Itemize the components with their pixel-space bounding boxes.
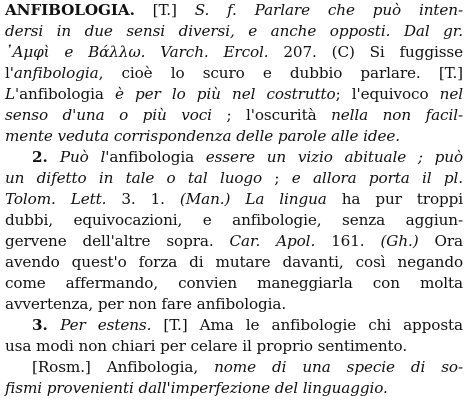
text-segment: l'	[5, 64, 14, 82]
text-segment: [T.] Ama le anfibologie chi apposta	[151, 316, 464, 334]
text-segment: e allora porta il pl.	[291, 169, 463, 187]
text-segment: Ora	[418, 232, 463, 250]
text-segment: Può l'	[59, 148, 110, 166]
text-segment: Varch. Ercol.	[160, 43, 269, 61]
text-segment: nella non facil-	[331, 106, 463, 124]
text-segment: avvertenza, per non fare anfibologia.	[5, 295, 287, 313]
text-segment: dubbi, equivocazioni, e anfibologie, senza aggiun-	[5, 211, 463, 229]
text-segment: 161.	[315, 232, 381, 250]
text-segment: anfibologia	[19, 85, 115, 103]
text-segment: mente veduta corrispondenza delle parole alle idee.	[5, 127, 400, 145]
text-segment: Tolom. Lett.	[5, 190, 107, 208]
text-segment: ;	[262, 169, 292, 187]
text-segment: (Gh.)	[380, 232, 419, 250]
text-segment: , cioè lo scuro e dubbio parlare. [T.]	[98, 64, 463, 82]
text-segment: nome di una specie di so-	[214, 358, 463, 376]
text-segment: usa modi non chiari per celare il proprio sentimento.	[5, 337, 408, 355]
text-segment: dersi in due sensi diversi, e anche opposti. Dal gr.	[5, 22, 463, 40]
text-segment: [Rosm.] Anfibologia,	[32, 358, 215, 376]
headword: ANFIBOLOGIA.	[5, 1, 135, 19]
text-segment: ᾽Αμφὶ e Βάλλω.	[5, 43, 161, 61]
text-segment: ha pur troppi	[326, 190, 463, 208]
entry-line	[5, 376, 463, 401]
text-segment: 207. (C) Si fuggisse	[268, 43, 464, 61]
text-segment: avendo quest'o forza di mutare davanti, così negando	[5, 253, 463, 271]
text-segment: Car. Apol.	[229, 232, 316, 250]
text-segment: Per estens.	[60, 316, 152, 334]
text-segment: è per lo più nel costrutto	[114, 85, 336, 103]
text-segment: nel	[439, 85, 463, 103]
text-segment: anfibologia	[13, 64, 99, 82]
text-segment: 3. 1.	[106, 190, 180, 208]
text-segment: anfibologia	[109, 148, 206, 166]
text-segment: 3.	[32, 316, 61, 334]
text-segment: ; l'equivoco	[335, 85, 440, 103]
text-segment: come affermando, convien maneggiarla con molta	[5, 274, 463, 292]
text-segment: (Man.) La lingua	[179, 190, 327, 208]
text-segment: essere un vizio abituale ; può	[205, 148, 464, 166]
text-segment: senso d'una o più voci	[5, 106, 212, 124]
text-segment: un difetto in tale o tal luogo	[5, 169, 263, 187]
text-segment: 2.	[32, 148, 60, 166]
text-segment: S. f. Parlare che può inten-	[194, 1, 463, 19]
text-segment: ; l'oscurità	[211, 106, 332, 124]
text-segment: gervene dell'altre sopra.	[5, 232, 230, 250]
text-segment: [T.]	[134, 1, 195, 19]
text-segment: L'	[5, 85, 20, 103]
text-segment: fismi provenienti dall'imperfezione del linguaggio.	[5, 379, 388, 397]
